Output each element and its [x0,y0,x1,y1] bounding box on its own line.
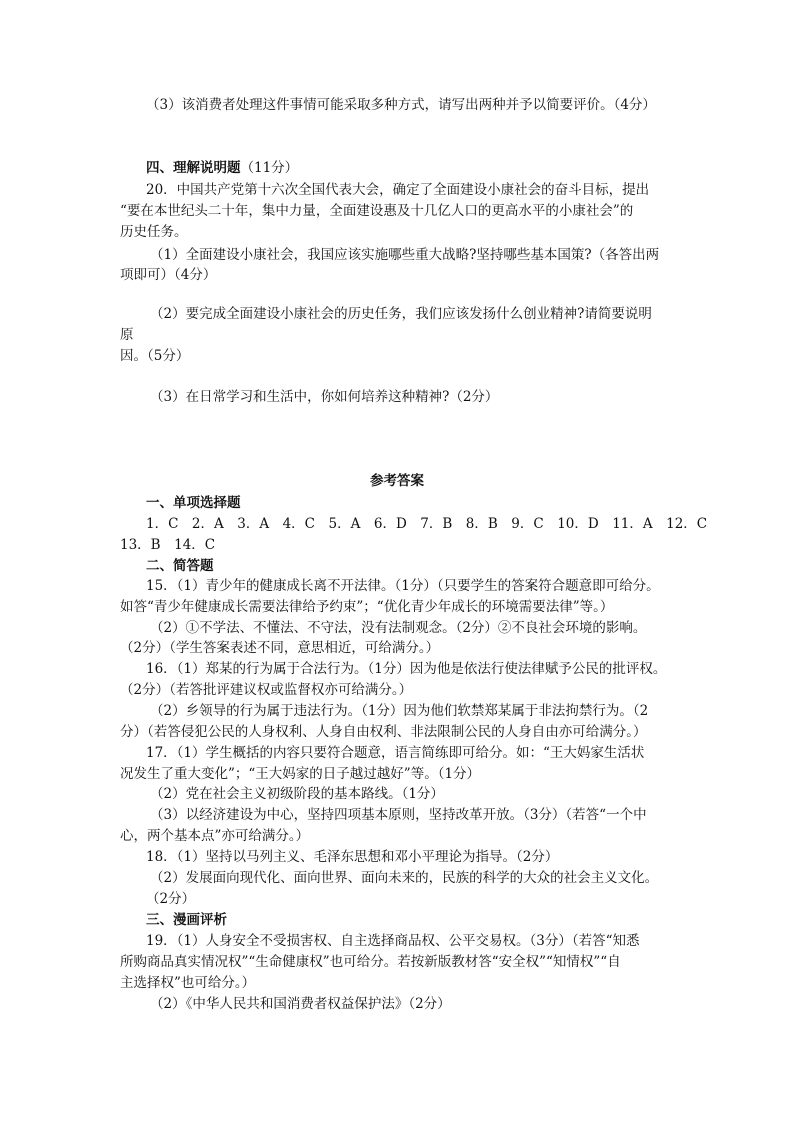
q19-part3: （3）该消费者处理这件事情可能采取多种方式，请写出两种并予以简要评价。（4分） [146,97,656,113]
q20-part2-line: （2）要完成全面建设小康社会的历史任务，我们应该发扬什么创业精神?请简要说明 [150,306,652,322]
answer-16-line: 分）（若答侵犯公民的人身权利、人身自由权利、非法限制公民的人身自由亦可给满分。） [120,724,647,740]
answer-18-line: 18．（1）坚持以马列主义、毛泽东思想和邓小平理论为指导。（2分） [146,849,559,865]
q20-part1-line: （1）全面建设小康社会，我国应该实施哪些重大战略?坚持哪些基本国策?（各答出两 [150,247,660,263]
q20-stem-line: 历史任务。 [120,224,188,240]
answer-19-line: 所购商品真实情况权”“生命健康权”也可给分。若按新版教材答“安全权”“知情权”“自 [120,954,621,970]
section-4-points: （11分） [240,160,299,176]
answer-15-line: （2）①不学法、不懂法、不守法，没有法制观念。（2分）②不良社会环境的影响。 [150,620,647,636]
answer-15-line: （2分）（学生答案表述不同，意思相近，可给满分。） [120,640,440,656]
answer-17-line: 况发生了重大变化”；“王大妈家的日子越过越好”等。（1分） [120,766,481,782]
section-4-title: 四、理解说明题 [146,160,241,176]
answer-18-line: （2分） [146,891,196,907]
q20-part2-line: 原 [120,327,134,343]
answer-17-line: （3）以经济建设为中心，坚持四项基本原则，坚持改革开放。（3分）（若答“一个中 [150,807,647,823]
answers-sec1-line: 1．C 2．A 3．A 4．C 5．A 6．D 7．B 8．B 9．C 10．D 11．A 12．C [146,516,708,532]
answer-16-line: （2）乡领导的行为属于违法行为。（1分）因为他们软禁郑某属于非法拘禁行为。（2 [150,703,649,719]
answer-15-line: 15．（1）青少年的健康成长离不开法律。（1分）（只要学生的答案符合题意即可给分。 [146,578,660,594]
answer-17-line: 心，两个基本点”亦可给满分。） [120,828,310,844]
answers-sec2-title: 二、简答题 [146,558,214,574]
answer-19-line: 19．（1）人身安全不受损害权、自主选择商品权、公平交易权。（3分）（若答“知悉 [146,933,640,949]
answer-15-line: 如答“青少年健康成长需要法律给予约束”；“优化青少年成长的环境需要法律”等。） [120,599,614,615]
q20-part1-line: 项即可）（4分） [120,267,217,283]
q20-part2-line: 因。（5分） [120,348,190,364]
q20-stem-line: “要在本世纪头二十年，集中力量，全面建设惠及十几亿人口的更高水平的小康社会”的 [120,203,634,219]
answer-17-line: 17．（1）学生概括的内容只要符合题意，语言简练即可给分。如：“王大妈家生活状 [146,745,645,761]
answers-sec3-title: 三、漫画评析 [146,912,227,928]
section-4-heading [146,160,298,176]
answers-sec1-title: 一、单项选择题 [146,495,241,511]
answer-17-line: （2）党在社会主义初级阶段的基本路线。（1分） [150,786,444,802]
answer-16-line: （2分）（若答批评建议权或监督权亦可给满分。） [120,682,413,698]
answers-title: 参考答案 [370,473,424,489]
q20-stem-line: 20．中国共产党第十六次全国代表大会，确定了全面建设小康社会的奋斗目标，提出 [146,182,650,198]
answers-sec1-line: 13．B 14．C [120,537,216,553]
answer-19-line: （2）《中华人民共和国消费者权益保护法》（2分） [150,996,451,1012]
answer-16-line: 16．（1）郑某的行为属于合法行为。（1分）因为他是依法行使法律赋予公民的批评权。 [146,661,667,677]
q20-part3: （3）在日常学习和生活中，你如何培养这种精神?（2分） [150,389,499,405]
answer-18-line: （2）发展面向现代化、面向世界、面向未来的，民族的科学的大众的社会主义文化。 [150,870,659,886]
answer-19-line: 主选择权”也可给分。） [120,975,256,991]
